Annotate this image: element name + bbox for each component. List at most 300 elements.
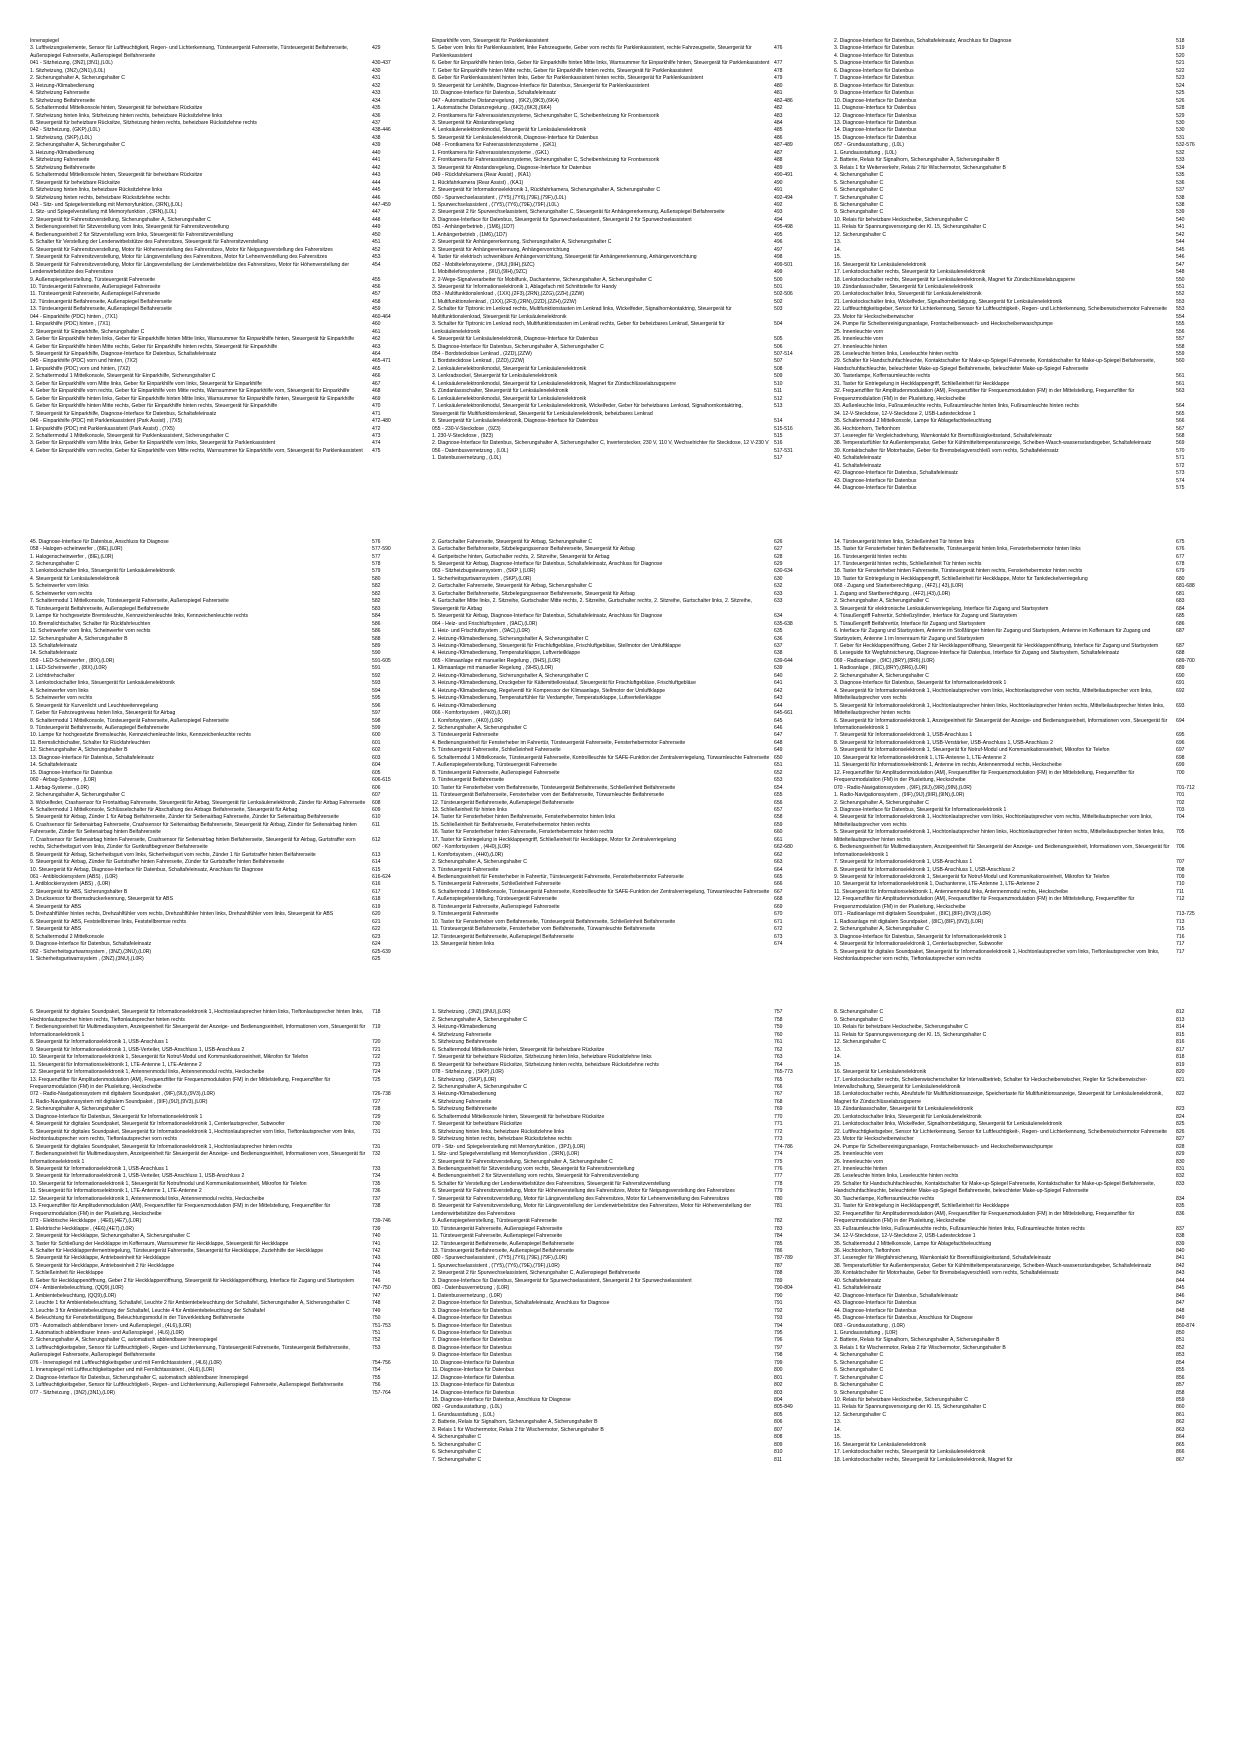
- index-entry[interactable]: [432, 710, 808, 717]
- index-entry[interactable]: [834, 762, 1210, 769]
- index-entry[interactable]: [30, 785, 406, 792]
- index-entry[interactable]: [30, 770, 406, 777]
- index-entry[interactable]: [30, 688, 406, 695]
- index-entry[interactable]: [834, 45, 1210, 52]
- index-entry[interactable]: [432, 1136, 808, 1143]
- index-entry[interactable]: [834, 1047, 1210, 1054]
- index-entry[interactable]: [834, 1300, 1210, 1307]
- index-entry[interactable]: [432, 1054, 808, 1061]
- index-entry[interactable]: [30, 606, 406, 613]
- index-entry[interactable]: [30, 777, 406, 784]
- index-entry[interactable]: [432, 254, 808, 261]
- index-entry[interactable]: [30, 247, 406, 254]
- index-entry[interactable]: [834, 1166, 1210, 1173]
- index-entry[interactable]: [30, 874, 406, 881]
- index-entry[interactable]: [432, 83, 808, 90]
- index-entry[interactable]: [834, 1114, 1210, 1121]
- index-entry[interactable]: [834, 1233, 1210, 1240]
- index-entry[interactable]: [30, 762, 406, 769]
- index-entry[interactable]: [834, 1181, 1210, 1196]
- index-entry[interactable]: [30, 209, 406, 216]
- index-entry[interactable]: [834, 463, 1210, 470]
- index-entry[interactable]: [30, 568, 406, 575]
- index-entry[interactable]: [432, 628, 808, 635]
- index-entry[interactable]: [432, 232, 808, 239]
- index-entry[interactable]: [834, 1382, 1210, 1389]
- index-entry[interactable]: [30, 539, 406, 546]
- index-entry[interactable]: [30, 747, 406, 754]
- index-entry[interactable]: [432, 299, 808, 306]
- index-entry[interactable]: [834, 262, 1210, 269]
- index-entry[interactable]: [30, 881, 406, 888]
- index-entry[interactable]: [30, 1173, 406, 1180]
- index-entry[interactable]: [30, 919, 406, 926]
- index-entry[interactable]: [834, 418, 1210, 425]
- index-entry[interactable]: [432, 455, 808, 462]
- index-entry[interactable]: [30, 277, 406, 284]
- index-entry[interactable]: [432, 1352, 808, 1359]
- index-entry[interactable]: [30, 1241, 406, 1248]
- index-entry[interactable]: [432, 1233, 808, 1240]
- index-entry[interactable]: [30, 336, 406, 343]
- index-entry[interactable]: [30, 665, 406, 672]
- index-entry[interactable]: [834, 568, 1210, 575]
- index-entry[interactable]: [432, 90, 808, 97]
- index-entry[interactable]: [30, 636, 406, 643]
- index-entry[interactable]: [30, 1054, 406, 1061]
- index-entry[interactable]: [834, 224, 1210, 231]
- index-entry[interactable]: [432, 844, 808, 851]
- index-entry[interactable]: [834, 859, 1210, 866]
- index-entry[interactable]: [834, 1248, 1210, 1255]
- index-entry[interactable]: [834, 1427, 1210, 1434]
- index-entry[interactable]: [432, 113, 808, 120]
- index-entry[interactable]: [432, 829, 808, 836]
- index-entry[interactable]: [834, 1419, 1210, 1426]
- index-entry[interactable]: [834, 53, 1210, 60]
- index-entry[interactable]: [432, 598, 808, 613]
- index-entry[interactable]: [432, 68, 808, 75]
- index-entry[interactable]: [30, 1091, 406, 1098]
- index-entry[interactable]: [30, 956, 406, 963]
- index-entry[interactable]: [432, 38, 808, 45]
- index-entry[interactable]: [432, 1457, 808, 1464]
- index-entry[interactable]: [834, 1337, 1210, 1344]
- index-entry[interactable]: [432, 1009, 808, 1016]
- index-entry[interactable]: [432, 217, 808, 224]
- index-entry[interactable]: [834, 874, 1210, 881]
- index-entry[interactable]: [432, 239, 808, 246]
- index-entry[interactable]: [432, 881, 808, 888]
- index-entry[interactable]: [432, 1121, 808, 1128]
- index-entry[interactable]: [432, 1285, 808, 1292]
- index-entry[interactable]: [432, 1032, 808, 1039]
- index-entry[interactable]: [432, 1203, 808, 1218]
- index-entry[interactable]: [30, 396, 406, 403]
- index-entry[interactable]: [432, 1047, 808, 1054]
- index-entry[interactable]: [432, 142, 808, 149]
- index-entry[interactable]: [834, 1293, 1210, 1300]
- index-entry[interactable]: [30, 703, 406, 710]
- index-entry[interactable]: [834, 321, 1210, 328]
- index-entry[interactable]: [432, 904, 808, 911]
- index-entry[interactable]: [30, 1337, 406, 1344]
- index-entry[interactable]: [834, 1121, 1210, 1128]
- index-entry[interactable]: [30, 329, 406, 336]
- index-entry[interactable]: [30, 1300, 406, 1307]
- index-entry[interactable]: [30, 1367, 406, 1374]
- index-entry[interactable]: [432, 561, 808, 568]
- index-entry[interactable]: [432, 1412, 808, 1419]
- index-entry[interactable]: [432, 396, 808, 403]
- index-entry[interactable]: [834, 60, 1210, 67]
- index-entry[interactable]: [432, 1091, 808, 1098]
- index-entry[interactable]: [30, 1390, 406, 1397]
- index-entry[interactable]: [432, 837, 808, 844]
- index-entry[interactable]: [834, 1315, 1210, 1322]
- index-entry[interactable]: [30, 165, 406, 172]
- index-entry[interactable]: [834, 1017, 1210, 1024]
- index-entry[interactable]: [834, 1144, 1210, 1151]
- index-entry[interactable]: [834, 336, 1210, 343]
- index-entry[interactable]: [834, 426, 1210, 433]
- index-entry[interactable]: [834, 284, 1210, 291]
- index-entry[interactable]: [432, 688, 808, 695]
- index-entry[interactable]: [432, 150, 808, 157]
- index-entry[interactable]: [30, 232, 406, 239]
- index-entry[interactable]: [432, 934, 808, 941]
- index-entry[interactable]: [834, 83, 1210, 90]
- index-entry[interactable]: [432, 680, 808, 687]
- index-entry[interactable]: [432, 172, 808, 179]
- index-entry[interactable]: [30, 673, 406, 680]
- index-entry[interactable]: [432, 1188, 808, 1195]
- index-entry[interactable]: [834, 926, 1210, 933]
- index-entry[interactable]: [432, 1166, 808, 1173]
- index-entry[interactable]: [432, 1069, 808, 1076]
- index-entry[interactable]: [30, 1285, 406, 1292]
- index-entry[interactable]: [432, 1315, 808, 1322]
- index-entry[interactable]: [30, 1293, 406, 1300]
- index-entry[interactable]: [834, 941, 1210, 948]
- index-entry[interactable]: [432, 643, 808, 650]
- index-entry[interactable]: [432, 583, 808, 590]
- index-entry[interactable]: [432, 269, 808, 276]
- index-entry[interactable]: [30, 1315, 406, 1322]
- index-entry[interactable]: [834, 373, 1210, 380]
- index-entry[interactable]: [432, 695, 808, 702]
- index-entry[interactable]: [432, 60, 808, 67]
- index-entry[interactable]: [834, 583, 1210, 590]
- index-entry[interactable]: [834, 896, 1210, 911]
- index-entry[interactable]: [30, 904, 406, 911]
- index-entry[interactable]: [432, 740, 808, 747]
- index-entry[interactable]: [834, 829, 1210, 844]
- index-entry[interactable]: [30, 1144, 406, 1151]
- index-entry[interactable]: [30, 262, 406, 277]
- index-entry[interactable]: [432, 822, 808, 829]
- index-entry[interactable]: [432, 1404, 808, 1411]
- index-entry[interactable]: [432, 1099, 808, 1106]
- index-entry[interactable]: [30, 150, 406, 157]
- index-entry[interactable]: [432, 613, 808, 620]
- index-entry[interactable]: [834, 411, 1210, 418]
- index-entry[interactable]: [30, 896, 406, 903]
- index-entry[interactable]: [30, 1114, 406, 1121]
- index-entry[interactable]: [30, 1323, 406, 1330]
- index-entry[interactable]: [834, 68, 1210, 75]
- index-entry[interactable]: [432, 1427, 808, 1434]
- index-entry[interactable]: [834, 613, 1210, 620]
- index-entry[interactable]: [30, 373, 406, 380]
- index-entry[interactable]: [432, 1151, 808, 1158]
- index-entry[interactable]: [30, 718, 406, 725]
- index-entry[interactable]: [834, 889, 1210, 896]
- index-entry[interactable]: [30, 1270, 406, 1277]
- index-entry[interactable]: [432, 889, 808, 896]
- index-entry[interactable]: [432, 792, 808, 799]
- index-entry[interactable]: [30, 926, 406, 933]
- index-entry[interactable]: [30, 837, 406, 852]
- index-entry[interactable]: [834, 1352, 1210, 1359]
- index-entry[interactable]: [834, 478, 1210, 485]
- index-entry[interactable]: [834, 1069, 1210, 1076]
- index-entry[interactable]: [432, 1039, 808, 1046]
- index-entry[interactable]: [30, 60, 406, 67]
- index-entry[interactable]: [30, 1024, 406, 1039]
- index-entry[interactable]: [834, 792, 1210, 799]
- index-entry[interactable]: [432, 1367, 808, 1374]
- index-entry[interactable]: [432, 75, 808, 82]
- index-entry[interactable]: [834, 1077, 1210, 1092]
- index-entry[interactable]: [834, 358, 1210, 373]
- index-entry[interactable]: [834, 539, 1210, 546]
- index-entry[interactable]: [30, 1129, 406, 1144]
- index-entry[interactable]: [834, 1308, 1210, 1315]
- index-entry[interactable]: [30, 1330, 406, 1337]
- index-entry[interactable]: [30, 561, 406, 568]
- index-entry[interactable]: [30, 658, 406, 665]
- index-entry[interactable]: [432, 732, 808, 739]
- index-entry[interactable]: [834, 351, 1210, 358]
- index-entry[interactable]: [432, 800, 808, 807]
- index-entry[interactable]: [30, 1121, 406, 1128]
- index-entry[interactable]: [30, 217, 406, 224]
- index-entry[interactable]: [432, 135, 808, 142]
- index-entry[interactable]: [834, 448, 1210, 455]
- index-entry[interactable]: [834, 650, 1210, 657]
- index-entry[interactable]: [30, 291, 406, 298]
- index-entry[interactable]: [30, 934, 406, 941]
- index-entry[interactable]: [30, 113, 406, 120]
- index-entry[interactable]: [432, 187, 808, 194]
- index-entry[interactable]: [30, 1226, 406, 1233]
- index-entry[interactable]: [432, 195, 808, 202]
- index-entry[interactable]: [432, 1308, 808, 1315]
- index-entry[interactable]: [834, 703, 1210, 718]
- index-entry[interactable]: [432, 703, 808, 710]
- index-entry[interactable]: [432, 321, 808, 336]
- index-entry[interactable]: [834, 867, 1210, 874]
- index-entry[interactable]: [834, 1390, 1210, 1397]
- index-entry[interactable]: [834, 1062, 1210, 1069]
- index-entry[interactable]: [834, 485, 1210, 492]
- index-entry[interactable]: [30, 358, 406, 365]
- index-entry[interactable]: [432, 1077, 808, 1084]
- index-entry[interactable]: [834, 239, 1210, 246]
- index-entry[interactable]: [30, 822, 406, 837]
- index-entry[interactable]: [30, 1106, 406, 1113]
- index-entry[interactable]: [432, 650, 808, 657]
- index-entry[interactable]: [30, 202, 406, 209]
- index-entry[interactable]: [30, 710, 406, 717]
- index-entry[interactable]: [834, 747, 1210, 754]
- index-entry[interactable]: [834, 202, 1210, 209]
- index-entry[interactable]: [30, 1151, 406, 1166]
- index-entry[interactable]: [30, 105, 406, 112]
- index-entry[interactable]: [834, 269, 1210, 276]
- index-entry[interactable]: [834, 1449, 1210, 1456]
- index-entry[interactable]: [30, 621, 406, 628]
- index-entry[interactable]: [30, 224, 406, 231]
- index-entry[interactable]: [834, 381, 1210, 388]
- index-entry[interactable]: [30, 852, 406, 859]
- index-entry[interactable]: [834, 680, 1210, 687]
- index-entry[interactable]: [432, 120, 808, 127]
- index-entry[interactable]: [30, 1345, 406, 1360]
- index-entry[interactable]: [432, 1181, 808, 1188]
- index-entry[interactable]: [30, 38, 406, 45]
- index-entry[interactable]: [432, 621, 808, 628]
- index-entry[interactable]: [30, 807, 406, 814]
- index-entry[interactable]: [432, 247, 808, 254]
- index-entry[interactable]: [834, 98, 1210, 105]
- index-entry[interactable]: [432, 859, 808, 866]
- index-entry[interactable]: [30, 949, 406, 956]
- index-entry[interactable]: [432, 351, 808, 358]
- index-entry[interactable]: [30, 426, 406, 433]
- index-entry[interactable]: [30, 284, 406, 291]
- index-entry[interactable]: [834, 673, 1210, 680]
- index-entry[interactable]: [30, 1077, 406, 1092]
- index-entry[interactable]: [834, 1151, 1210, 1158]
- index-entry[interactable]: [834, 135, 1210, 142]
- index-entry[interactable]: [834, 1129, 1210, 1136]
- index-entry[interactable]: [30, 725, 406, 732]
- index-entry[interactable]: [834, 1412, 1210, 1419]
- index-entry[interactable]: [30, 814, 406, 821]
- index-entry[interactable]: [834, 291, 1210, 298]
- index-entry[interactable]: [30, 142, 406, 149]
- index-entry[interactable]: [432, 539, 808, 546]
- index-entry[interactable]: [432, 554, 808, 561]
- index-entry[interactable]: [30, 1255, 406, 1262]
- index-entry[interactable]: [834, 1285, 1210, 1292]
- index-entry[interactable]: [30, 127, 406, 134]
- index-entry[interactable]: [834, 1375, 1210, 1382]
- index-entry[interactable]: [30, 75, 406, 82]
- index-entry[interactable]: [30, 1188, 406, 1195]
- index-entry[interactable]: [432, 1360, 808, 1367]
- index-entry[interactable]: [432, 852, 808, 859]
- index-entry[interactable]: [432, 546, 808, 553]
- index-entry[interactable]: [432, 1375, 808, 1382]
- index-entry[interactable]: [432, 568, 808, 575]
- index-entry[interactable]: [30, 859, 406, 866]
- index-entry[interactable]: [30, 83, 406, 90]
- index-entry[interactable]: [834, 1159, 1210, 1166]
- index-entry[interactable]: [432, 209, 808, 216]
- index-entry[interactable]: [30, 613, 406, 620]
- index-entry[interactable]: [30, 583, 406, 590]
- index-entry[interactable]: [432, 45, 808, 60]
- index-entry[interactable]: [834, 90, 1210, 97]
- index-entry[interactable]: [30, 1248, 406, 1255]
- index-entry[interactable]: [432, 1084, 808, 1091]
- index-entry[interactable]: [30, 1233, 406, 1240]
- index-entry[interactable]: [834, 1345, 1210, 1352]
- index-entry[interactable]: [432, 98, 808, 105]
- index-entry[interactable]: [432, 440, 808, 447]
- index-entry[interactable]: [834, 1024, 1210, 1031]
- index-entry[interactable]: [30, 867, 406, 874]
- index-entry[interactable]: [432, 388, 808, 395]
- index-entry[interactable]: [834, 949, 1210, 964]
- index-entry[interactable]: [30, 740, 406, 747]
- index-entry[interactable]: [834, 1270, 1210, 1277]
- index-entry[interactable]: [834, 1226, 1210, 1233]
- index-entry[interactable]: [834, 598, 1210, 605]
- index-entry[interactable]: [30, 239, 406, 246]
- index-entry[interactable]: [30, 433, 406, 440]
- index-entry[interactable]: [834, 127, 1210, 134]
- index-entry[interactable]: [30, 45, 406, 60]
- index-entry[interactable]: [30, 1375, 406, 1382]
- index-entry[interactable]: [834, 1106, 1210, 1113]
- index-entry[interactable]: [834, 1367, 1210, 1374]
- index-entry[interactable]: [432, 1024, 808, 1031]
- index-entry[interactable]: [432, 1241, 808, 1248]
- index-entry[interactable]: [432, 403, 808, 418]
- index-entry[interactable]: [432, 224, 808, 231]
- index-entry[interactable]: [432, 1129, 808, 1136]
- index-entry[interactable]: [834, 165, 1210, 172]
- index-entry[interactable]: [30, 98, 406, 105]
- index-entry[interactable]: [30, 1308, 406, 1315]
- index-entry[interactable]: [834, 1039, 1210, 1046]
- index-entry[interactable]: [432, 911, 808, 918]
- index-entry[interactable]: [30, 366, 406, 373]
- index-entry[interactable]: [834, 1457, 1210, 1464]
- index-entry[interactable]: [834, 658, 1210, 665]
- index-entry[interactable]: [30, 792, 406, 799]
- index-entry[interactable]: [432, 1255, 808, 1262]
- index-entry[interactable]: [834, 1434, 1210, 1441]
- index-entry[interactable]: [834, 814, 1210, 829]
- index-entry[interactable]: [30, 306, 406, 313]
- index-entry[interactable]: [834, 254, 1210, 261]
- index-entry[interactable]: [834, 1196, 1210, 1203]
- index-entry[interactable]: [432, 1159, 808, 1166]
- index-entry[interactable]: [834, 1263, 1210, 1270]
- index-entry[interactable]: [834, 1360, 1210, 1367]
- index-entry[interactable]: [30, 172, 406, 179]
- index-entry[interactable]: [432, 418, 808, 425]
- index-entry[interactable]: [432, 165, 808, 172]
- index-entry[interactable]: [432, 291, 808, 298]
- index-entry[interactable]: [834, 299, 1210, 306]
- index-entry[interactable]: [30, 1166, 406, 1173]
